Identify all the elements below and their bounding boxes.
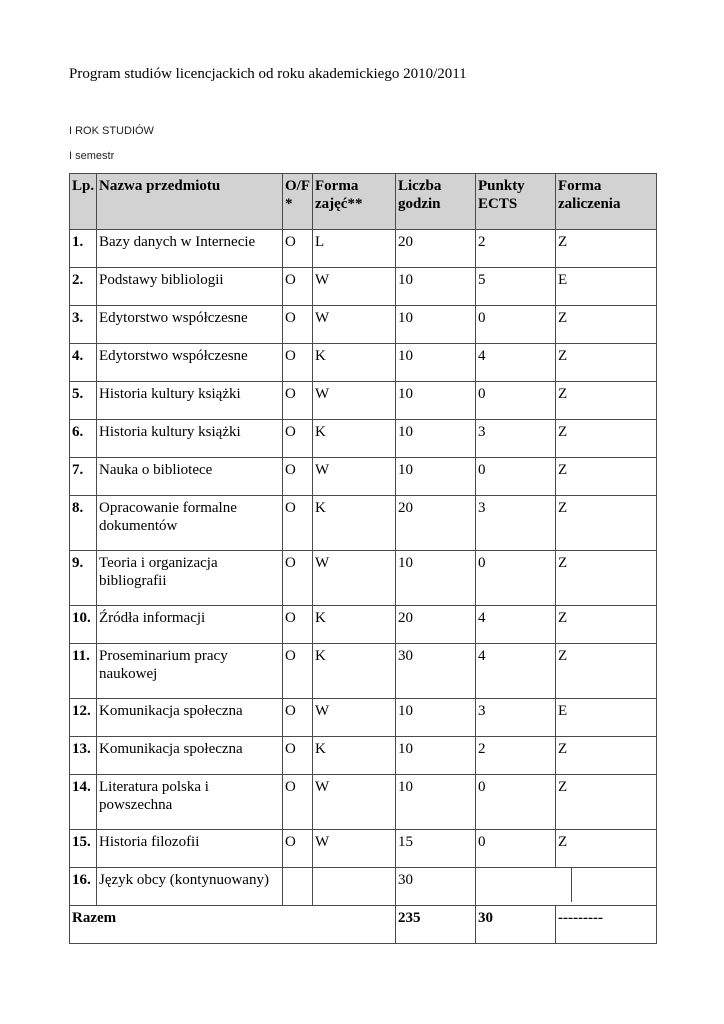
ects-points: 0: [476, 830, 556, 868]
hours: 10: [396, 699, 476, 737]
assessment-form: Z: [556, 737, 657, 775]
row-number: 1.: [70, 230, 97, 268]
hours: 10: [396, 458, 476, 496]
hours: 20: [396, 606, 476, 644]
header-ects: Punkty ECTS: [476, 174, 556, 230]
assessment-form: Z: [556, 830, 657, 868]
assessment-form: Z: [556, 775, 657, 830]
total-hours: 235: [396, 906, 476, 944]
assessment-form: Z: [556, 551, 657, 606]
table-body: [70, 230, 657, 944]
subject-name: Proseminarium pracy naukowej: [97, 644, 283, 699]
obligatory-facultative: O: [283, 344, 313, 382]
ects-points: 0: [476, 382, 556, 420]
class-form: K: [313, 496, 396, 551]
table-row: [70, 496, 657, 551]
ects-points: 0: [476, 458, 556, 496]
row-number: 5.: [70, 382, 97, 420]
class-form: W: [313, 382, 396, 420]
obligatory-facultative: O: [283, 420, 313, 458]
semester-label: I semestr: [69, 150, 115, 162]
obligatory-facultative: O: [283, 775, 313, 830]
assessment-form: Z: [556, 644, 657, 699]
obligatory-facultative: O: [283, 306, 313, 344]
obligatory-facultative: O: [283, 382, 313, 420]
table-row: [70, 830, 657, 868]
ects-points: 3: [476, 420, 556, 458]
hours: 20: [396, 496, 476, 551]
row-number: 15.: [70, 830, 97, 868]
ects-points: 4: [476, 606, 556, 644]
row-number: 9.: [70, 551, 97, 606]
ects-points: 0: [476, 551, 556, 606]
row-number: 8.: [70, 496, 97, 551]
ects-points: 4: [476, 344, 556, 382]
subject-name: Bazy danych w Internecie: [97, 230, 283, 268]
row-number: 3.: [70, 306, 97, 344]
hours: 15: [396, 830, 476, 868]
assessment-form: E: [556, 699, 657, 737]
header-hours: Liczba godzin: [396, 174, 476, 230]
ects-points: 5: [476, 268, 556, 306]
assessment-form: Z: [556, 496, 657, 551]
table-row: [70, 458, 657, 496]
table-row: [70, 382, 657, 420]
subject-name: Język obcy (kontynuowany): [97, 868, 283, 906]
obligatory-facultative: O: [283, 458, 313, 496]
subject-name: Literatura polska i powszechna: [97, 775, 283, 830]
table-row: [70, 775, 657, 830]
class-form: K: [313, 737, 396, 775]
class-form: W: [313, 458, 396, 496]
row-number: 4.: [70, 344, 97, 382]
table-row: [70, 699, 657, 737]
hours: 10: [396, 551, 476, 606]
table-header-row: [70, 174, 657, 230]
year-of-study-label: I ROK STUDIÓW: [69, 125, 154, 137]
assessment-form: Z: [556, 606, 657, 644]
total-assessment: ---------: [556, 906, 657, 944]
class-form: W: [313, 306, 396, 344]
header-class-form: Forma zajęć**: [313, 174, 396, 230]
obligatory-facultative: [283, 868, 313, 906]
row-number: 16.: [70, 868, 97, 906]
ects-points: [476, 868, 571, 902]
hours: 10: [396, 382, 476, 420]
class-form: W: [313, 268, 396, 306]
class-form: K: [313, 420, 396, 458]
row-number: 7.: [70, 458, 97, 496]
hours: 10: [396, 737, 476, 775]
total-row: [70, 906, 657, 944]
page-title: Program studiów licencjackich od roku akademickiego 2010/2011: [69, 66, 467, 82]
subject-name: Teoria i organizacja bibliografii: [97, 551, 283, 606]
hours: 10: [396, 306, 476, 344]
header-obligatory-facultative: O/F *: [283, 174, 313, 230]
row-number: 6.: [70, 420, 97, 458]
total-label: Razem: [70, 906, 396, 944]
ects-points: 4: [476, 644, 556, 699]
table-row: [70, 344, 657, 382]
table-row: [70, 306, 657, 344]
table-row: [70, 868, 657, 906]
table-row: [70, 551, 657, 606]
subject-name: Edytorstwo współczesne: [97, 344, 283, 382]
class-form: W: [313, 699, 396, 737]
obligatory-facultative: O: [283, 606, 313, 644]
table-row: [70, 606, 657, 644]
row-number: 14.: [70, 775, 97, 830]
subject-name: Komunikacja społeczna: [97, 699, 283, 737]
total-ects: 30: [476, 906, 556, 944]
assessment-form: Z: [556, 420, 657, 458]
obligatory-facultative: O: [283, 268, 313, 306]
table-row: [70, 268, 657, 306]
hours: 30: [396, 868, 476, 906]
ects-points: 2: [476, 737, 556, 775]
hours: 30: [396, 644, 476, 699]
subject-name: Nauka o bibliotece: [97, 458, 283, 496]
obligatory-facultative: O: [283, 699, 313, 737]
subject-name: Komunikacja społeczna: [97, 737, 283, 775]
subject-name: Historia filozofii: [97, 830, 283, 868]
subject-name: Podstawy bibliologii: [97, 268, 283, 306]
hours: 20: [396, 230, 476, 268]
assessment-form: Z: [556, 458, 657, 496]
ects-points: 0: [476, 306, 556, 344]
subject-name: Opracowanie formalne dokumentów: [97, 496, 283, 551]
row-number: 13.: [70, 737, 97, 775]
class-form: W: [313, 830, 396, 868]
ects-points: 0: [476, 775, 556, 830]
assessment-form: Z: [556, 230, 657, 268]
class-form: W: [313, 775, 396, 830]
row-number: 10.: [70, 606, 97, 644]
ects-points: 3: [476, 699, 556, 737]
class-form: W: [313, 551, 396, 606]
obligatory-facultative: O: [283, 737, 313, 775]
hours: 10: [396, 775, 476, 830]
hours: 10: [396, 420, 476, 458]
row-number: 12.: [70, 699, 97, 737]
hours: 10: [396, 268, 476, 306]
subject-name: Źródła informacji: [97, 606, 283, 644]
class-form: K: [313, 344, 396, 382]
table-row: [70, 737, 657, 775]
assessment-form: [571, 868, 656, 902]
header-lp: Lp.: [70, 174, 97, 230]
assessment-form: E: [556, 268, 657, 306]
row-number: 11.: [70, 644, 97, 699]
assessment-form: Z: [556, 382, 657, 420]
ects-assessment-merged-cell: [476, 868, 657, 906]
header-subject-name: Nazwa przedmiotu: [97, 174, 283, 230]
class-form: K: [313, 644, 396, 699]
table-row: [70, 230, 657, 268]
ects-points: 2: [476, 230, 556, 268]
subject-name: Edytorstwo współczesne: [97, 306, 283, 344]
subject-name: Historia kultury książki: [97, 382, 283, 420]
header-assessment-form: Forma zaliczenia: [556, 174, 657, 230]
assessment-form: Z: [556, 344, 657, 382]
hours: 10: [396, 344, 476, 382]
class-form: L: [313, 230, 396, 268]
obligatory-facultative: O: [283, 551, 313, 606]
table-row: [70, 420, 657, 458]
class-form: [313, 868, 396, 906]
obligatory-facultative: O: [283, 830, 313, 868]
ects-points: 3: [476, 496, 556, 551]
obligatory-facultative: O: [283, 230, 313, 268]
study-program-table: [69, 173, 657, 944]
merged-cell-split: [476, 868, 656, 902]
subject-name: Historia kultury książki: [97, 420, 283, 458]
class-form: K: [313, 606, 396, 644]
obligatory-facultative: O: [283, 496, 313, 551]
table-row: [70, 644, 657, 699]
row-number: 2.: [70, 268, 97, 306]
obligatory-facultative: O: [283, 644, 313, 699]
assessment-form: Z: [556, 306, 657, 344]
